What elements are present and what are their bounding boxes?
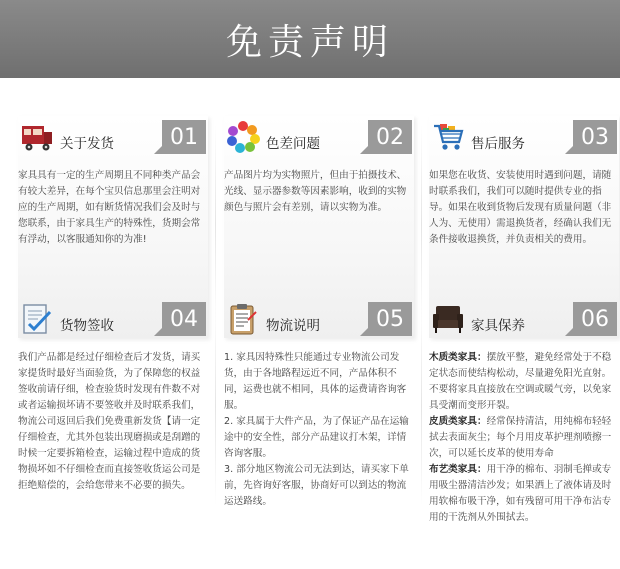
page-title: 免责声明 bbox=[225, 21, 394, 63]
card-text bbox=[18, 350, 208, 494]
care-key: 木质类家具： bbox=[429, 352, 487, 363]
card-title: 物流说明 bbox=[266, 318, 320, 334]
care-item-wood bbox=[429, 350, 619, 414]
care-text: 经常保持清洁，用纯棉布轻轻拭去表面灰尘；每个月用皮革护理剂喷擦一次，可以延长皮革的使用寿命 bbox=[429, 416, 612, 459]
sofa-chair-icon bbox=[431, 302, 465, 336]
card-text bbox=[224, 350, 414, 510]
card-paragraph: 2. 家具属于大件产品，为了保证产品在运输途中的安全性，部分产品建议打木架，详情咨询客服。 bbox=[224, 416, 409, 459]
clipboard-icon bbox=[226, 302, 260, 336]
care-key: 布艺类家具： bbox=[429, 464, 487, 475]
card-number-badge: 03 bbox=[573, 120, 617, 154]
shopping-cart-icon bbox=[431, 120, 465, 154]
care-item-leather bbox=[429, 414, 619, 462]
card-title: 货物签收 bbox=[60, 318, 114, 334]
card-text bbox=[224, 168, 414, 216]
card-number-badge: 02 bbox=[368, 120, 412, 154]
card-paragraph: 产品图片均为实物照片，但由于拍摄技术、光线、显示器参数等因素影响，收到的实物颜色与照片会有差别，请以实物为准。 bbox=[224, 170, 407, 213]
page-banner bbox=[0, 0, 620, 78]
card-text bbox=[429, 168, 619, 248]
card-title: 关于发货 bbox=[60, 136, 114, 152]
card-paragraph: 1. 家具因特殊性只能通过专业物流公司发货，由于各地路程远近不同，产品体积不同，运费也就不相同，具体的运费请咨询客服。 bbox=[224, 352, 407, 411]
card-number-badge: 04 bbox=[162, 302, 206, 336]
card-furniture-care bbox=[429, 298, 619, 523]
color-palette-icon bbox=[226, 120, 260, 154]
card-paragraph: 如果您在收货、安装使用时遇到问题，请随时联系我们，我们可以随时提供专业的指导。如果在收到货物后发现有质量问题（非人为、无使用）需退换货者，经确认我们无条件接收退换货，并负责相关的费用。 bbox=[429, 170, 612, 245]
card-paragraph: 家具具有一定的生产周期且不同种类产品会有较大差异，在每个宝贝信息那里会注明对应的生产周期，如有断货情况我们会及时与您联系，由于家具生产的特殊性，货期会常有浮动，以客服通知你的为准! bbox=[18, 170, 201, 245]
sign-check-icon bbox=[20, 302, 54, 336]
card-text bbox=[18, 168, 208, 248]
card-title: 售后服务 bbox=[471, 136, 525, 152]
delivery-truck-icon bbox=[20, 120, 54, 154]
card-text bbox=[429, 350, 619, 526]
care-key: 皮质类家具： bbox=[429, 416, 487, 427]
card-title: 色差问题 bbox=[266, 136, 320, 152]
care-text: 用干净的棉布、羽制毛掸或专用吸尘器清洁沙发；如果洒上了液体请及时用软棉布吸干净，如有残留可用干净布沾专用的干洗剂从外围拭去。 bbox=[429, 464, 612, 523]
card-number-badge: 01 bbox=[162, 120, 206, 154]
card-paragraph: 3. 部分地区物流公司无法到达，请买家下单前，先咨询好客服，协商好可以到达的物流运送路线。 bbox=[224, 464, 409, 507]
card-number-badge: 06 bbox=[573, 302, 617, 336]
card-goods-receipt bbox=[18, 298, 208, 520]
care-text: 摆放平整，避免经常处于不稳定状态而使结构松动，尽量避免阳光直射。不要将家具直接放在空调或暖气旁，以免家具受潮而变形开裂。 bbox=[429, 352, 612, 411]
card-paragraph: 我们产品都是经过仔细检查后才发货，请买家提货时最好当面验货，为了保障您的权益签收前请仔细，检查验货时发现有件数不对或者运输损坏请不要签收并及时联系我们，物流公司返回后我们免费重新发货【请一定仔细检查，尤其外包装出现磨损或是刮蹭的时候一定要拆箱检查，运输过程中造成的货物损坏如不仔细检查而直接签收货运公司是拒绝赔偿的，会给您带来不必要的损失。 bbox=[18, 352, 201, 491]
card-logistics bbox=[224, 298, 414, 520]
card-number-badge: 05 bbox=[368, 302, 412, 336]
card-title: 家具保养 bbox=[471, 318, 525, 334]
care-item-fabric bbox=[429, 462, 619, 526]
